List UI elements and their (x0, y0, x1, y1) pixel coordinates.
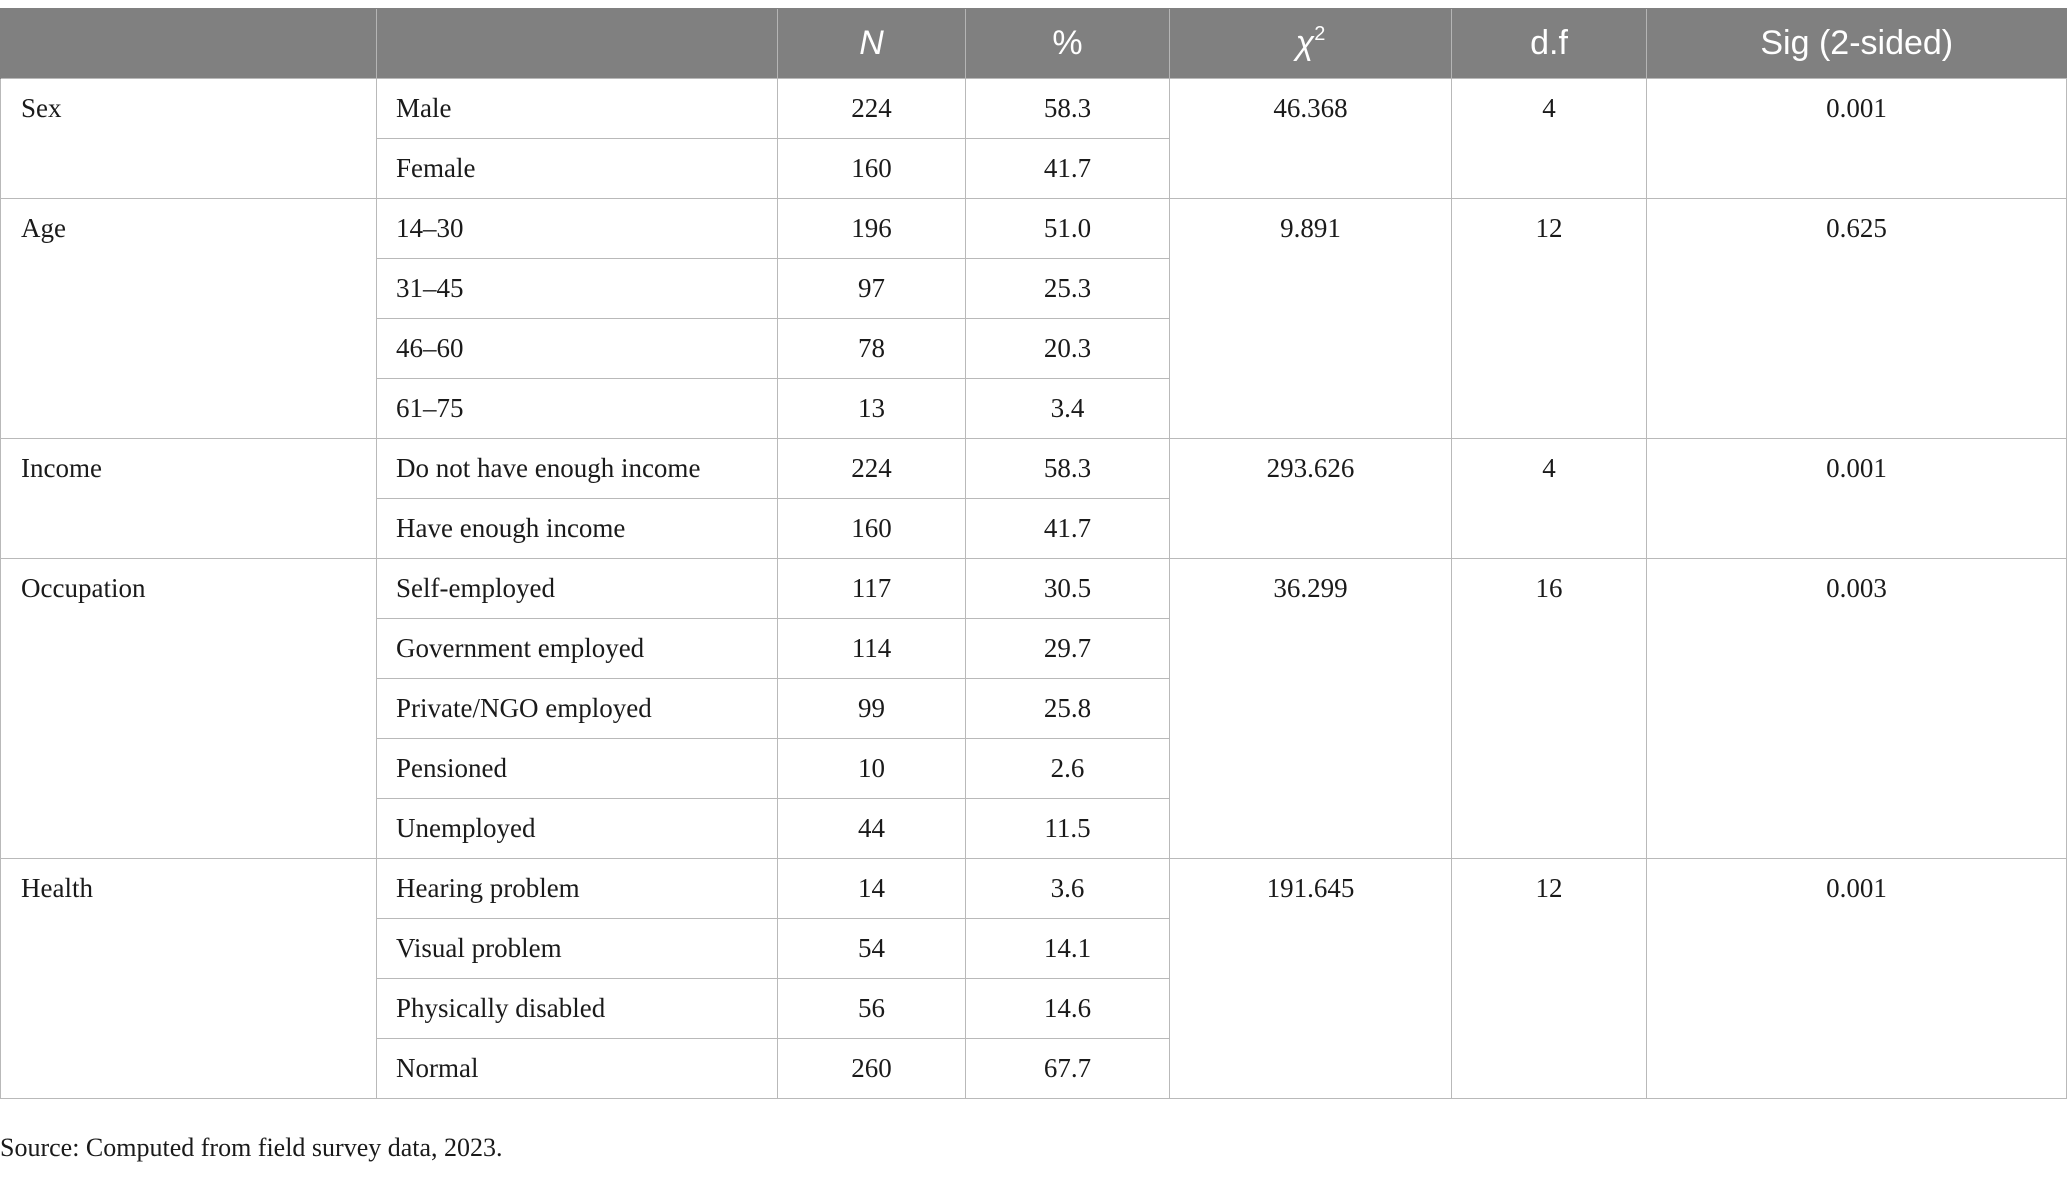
percent-cell: 3.4 (966, 379, 1170, 439)
table-row (1, 559, 2067, 619)
count-cell: 224 (778, 439, 966, 499)
category-label: 31–45 (377, 259, 778, 319)
percent-cell: 51.0 (966, 199, 1170, 259)
source-note: Source: Computed from field survey data, 2023. (0, 1133, 503, 1162)
group-label: Health (1, 859, 377, 1099)
chi-square-cell: 293.626 (1170, 439, 1452, 559)
sig-cell: 0.625 (1647, 199, 2067, 439)
percent-cell: 14.1 (966, 919, 1170, 979)
count-cell: 97 (778, 259, 966, 319)
header-row (1, 9, 2067, 79)
table-row (1, 79, 2067, 139)
category-label: Male (377, 79, 778, 139)
header-sig: Sig (2-sided) (1647, 9, 2067, 79)
df-cell: 4 (1452, 439, 1647, 559)
header-percent: % (966, 9, 1170, 79)
count-cell: 10 (778, 739, 966, 799)
category-label: Have enough income (377, 499, 778, 559)
category-label: Government employed (377, 619, 778, 679)
chi-superscript: 2 (1314, 23, 1326, 45)
count-cell: 56 (778, 979, 966, 1039)
sig-cell: 0.001 (1647, 859, 2067, 1099)
count-cell: 44 (778, 799, 966, 859)
header-label (377, 9, 778, 79)
percent-cell: 30.5 (966, 559, 1170, 619)
sig-cell: 0.003 (1647, 559, 2067, 859)
percent-cell: 58.3 (966, 79, 1170, 139)
count-cell: 114 (778, 619, 966, 679)
percent-cell: 20.3 (966, 319, 1170, 379)
category-label: Pensioned (377, 739, 778, 799)
count-cell: 13 (778, 379, 966, 439)
category-label: Visual problem (377, 919, 778, 979)
header-n: N (778, 9, 966, 79)
chi-square-cell: 36.299 (1170, 559, 1452, 859)
header-df: d.f (1452, 9, 1647, 79)
count-cell: 160 (778, 499, 966, 559)
count-cell: 260 (778, 1039, 966, 1099)
percent-cell: 11.5 (966, 799, 1170, 859)
category-label: Do not have enough income (377, 439, 778, 499)
category-label: Physically disabled (377, 979, 778, 1039)
table-header (1, 9, 2067, 79)
category-label: Private/NGO employed (377, 679, 778, 739)
df-cell: 4 (1452, 79, 1647, 199)
percent-cell: 41.7 (966, 139, 1170, 199)
table-body (1, 79, 2067, 1099)
chi-square-cell: 46.368 (1170, 79, 1452, 199)
category-label: Female (377, 139, 778, 199)
table-row (1, 439, 2067, 499)
category-label: Unemployed (377, 799, 778, 859)
count-cell: 160 (778, 139, 966, 199)
table-row (1, 199, 2067, 259)
percent-cell: 2.6 (966, 739, 1170, 799)
category-label: Self-employed (377, 559, 778, 619)
category-label: Hearing problem (377, 859, 778, 919)
percent-cell: 25.3 (966, 259, 1170, 319)
chi-symbol: χ (1295, 24, 1315, 62)
group-label: Sex (1, 79, 377, 199)
df-cell: 12 (1452, 859, 1647, 1099)
percent-cell: 3.6 (966, 859, 1170, 919)
percent-cell: 67.7 (966, 1039, 1170, 1099)
sig-cell: 0.001 (1647, 439, 2067, 559)
header-chi-square (1170, 9, 1452, 79)
count-cell: 224 (778, 79, 966, 139)
group-label: Age (1, 199, 377, 439)
table-row (1, 859, 2067, 919)
percent-cell: 25.8 (966, 679, 1170, 739)
chi-square-cell: 9.891 (1170, 199, 1452, 439)
category-label: 61–75 (377, 379, 778, 439)
header-group (1, 9, 377, 79)
table-container (0, 8, 2066, 1099)
df-cell: 12 (1452, 199, 1647, 439)
df-cell: 16 (1452, 559, 1647, 859)
count-cell: 196 (778, 199, 966, 259)
count-cell: 54 (778, 919, 966, 979)
data-table (0, 8, 2067, 1099)
count-cell: 99 (778, 679, 966, 739)
category-label: 14–30 (377, 199, 778, 259)
percent-cell: 41.7 (966, 499, 1170, 559)
category-label: Normal (377, 1039, 778, 1099)
count-cell: 78 (778, 319, 966, 379)
category-label: 46–60 (377, 319, 778, 379)
percent-cell: 58.3 (966, 439, 1170, 499)
sig-cell: 0.001 (1647, 79, 2067, 199)
group-label: Income (1, 439, 377, 559)
count-cell: 117 (778, 559, 966, 619)
percent-cell: 29.7 (966, 619, 1170, 679)
chi-square-cell: 191.645 (1170, 859, 1452, 1099)
percent-cell: 14.6 (966, 979, 1170, 1039)
count-cell: 14 (778, 859, 966, 919)
group-label: Occupation (1, 559, 377, 859)
